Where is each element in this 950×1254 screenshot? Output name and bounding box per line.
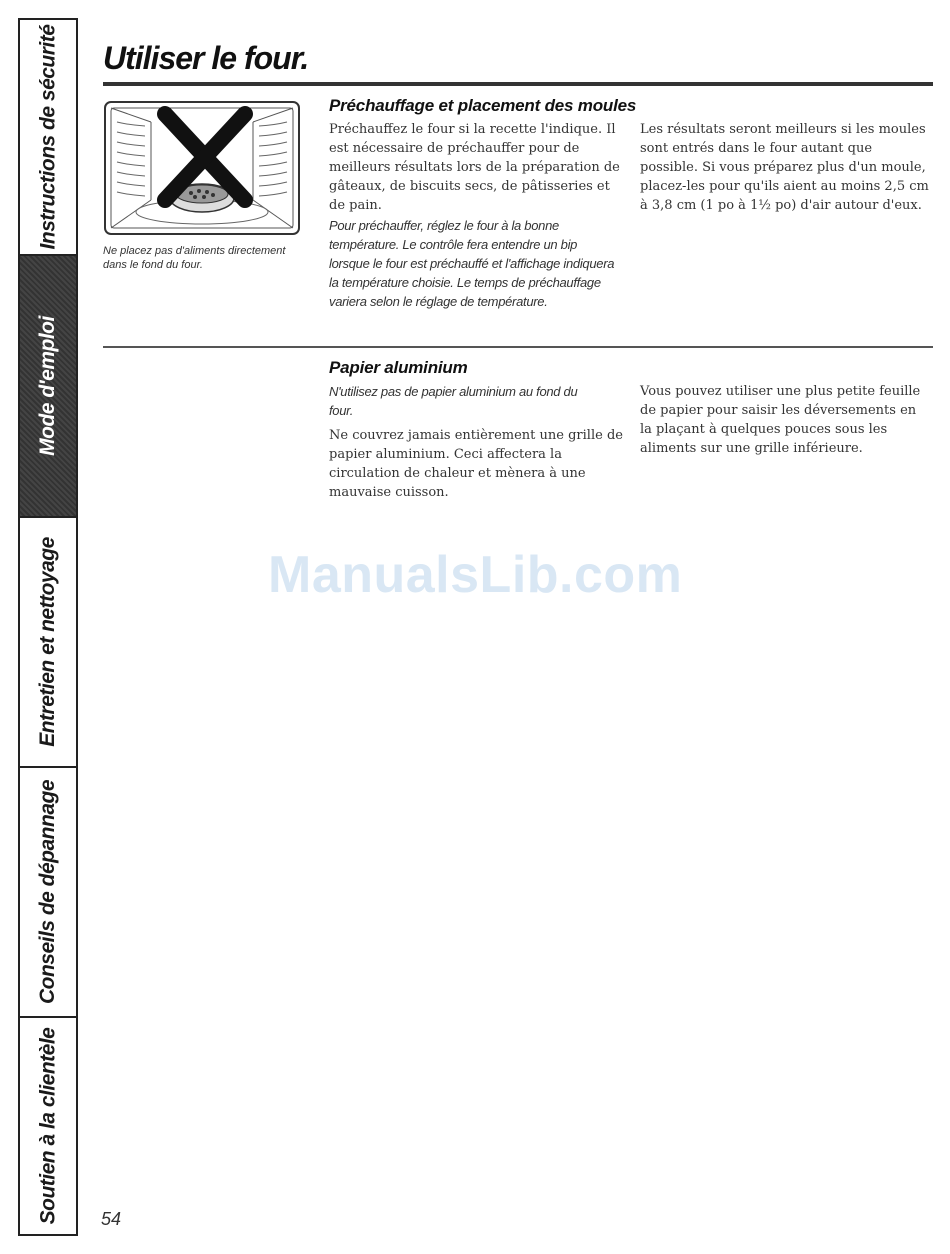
foil-paragraph-1: Ne couvrez jamais entièrement une grille de papier aluminium. Ceci affectera la circulation de chaleur et mènera à une mauvaise cuisson.: [329, 428, 623, 500]
tab-label: Conseils de dépannage: [36, 779, 59, 1005]
oven-cross-out-icon: [103, 100, 301, 238]
tab-label: Instructions de sécurité: [36, 24, 59, 250]
tab-label: Soutien à la clientèle: [36, 1027, 60, 1225]
tab-label: Entretien et nettoyage: [36, 537, 60, 747]
preheat-paragraph-1: Préchauffez le four si la recette l'indique. Il est nécessaire de préchauffer pour de meilleurs résultats lors de la préparation de gâteaux, de biscuits secs, de pâtisseries et de pain.: [329, 122, 620, 213]
tab-safety-instructions[interactable]: [20, 20, 76, 256]
tab-troubleshooting[interactable]: [20, 768, 76, 1018]
section-heading-preheat: Préchauffage et placement des moules: [329, 96, 637, 115]
preheat-note: Pour préchauffer, réglez le four à la bonne température. Le contrôle fera entendre un bip lorsque le four est préchauffé et l'affichage indiquera la température choisie. Le temps de préchauffage variera selon le réglage de température.: [329, 218, 615, 309]
section-heading-foil: Papier aluminium: [329, 358, 468, 377]
page-title: Utiliser le four.: [103, 40, 309, 76]
tab-label: Mode d'emploi: [36, 316, 60, 456]
watermark: ManualsLib.com: [268, 546, 683, 604]
tab-operating-instructions[interactable]: [20, 256, 76, 518]
illustration-caption: Ne placez pas d'aliments directement dans le fond du four.: [103, 245, 286, 271]
section-divider: [103, 346, 933, 348]
header-divider: [103, 82, 933, 86]
foil-note: N'utilisez pas de papier aluminium au fond du four.: [329, 384, 578, 418]
preheat-paragraph-2: Les résultats seront meilleurs si les moules sont entrés dans le four autant que possible. Si vous préparez plus d'un moule, placez-les pour qu'ils aient au moins 2,5 cm à 3,8 cm (1 po à 1½ po) d'air autour d'eux.: [640, 122, 929, 213]
tab-customer-support[interactable]: [20, 1018, 76, 1234]
side-tabs: [18, 18, 78, 1236]
page-number: 54: [101, 1209, 122, 1229]
foil-paragraph-2: Vous pouvez utiliser une plus petite feuille de papier pour saisir les déversements en la plaçant à quelques pouces sous les aliments sur une grille inférieure.: [640, 384, 921, 456]
tab-care-cleaning[interactable]: [20, 518, 76, 768]
